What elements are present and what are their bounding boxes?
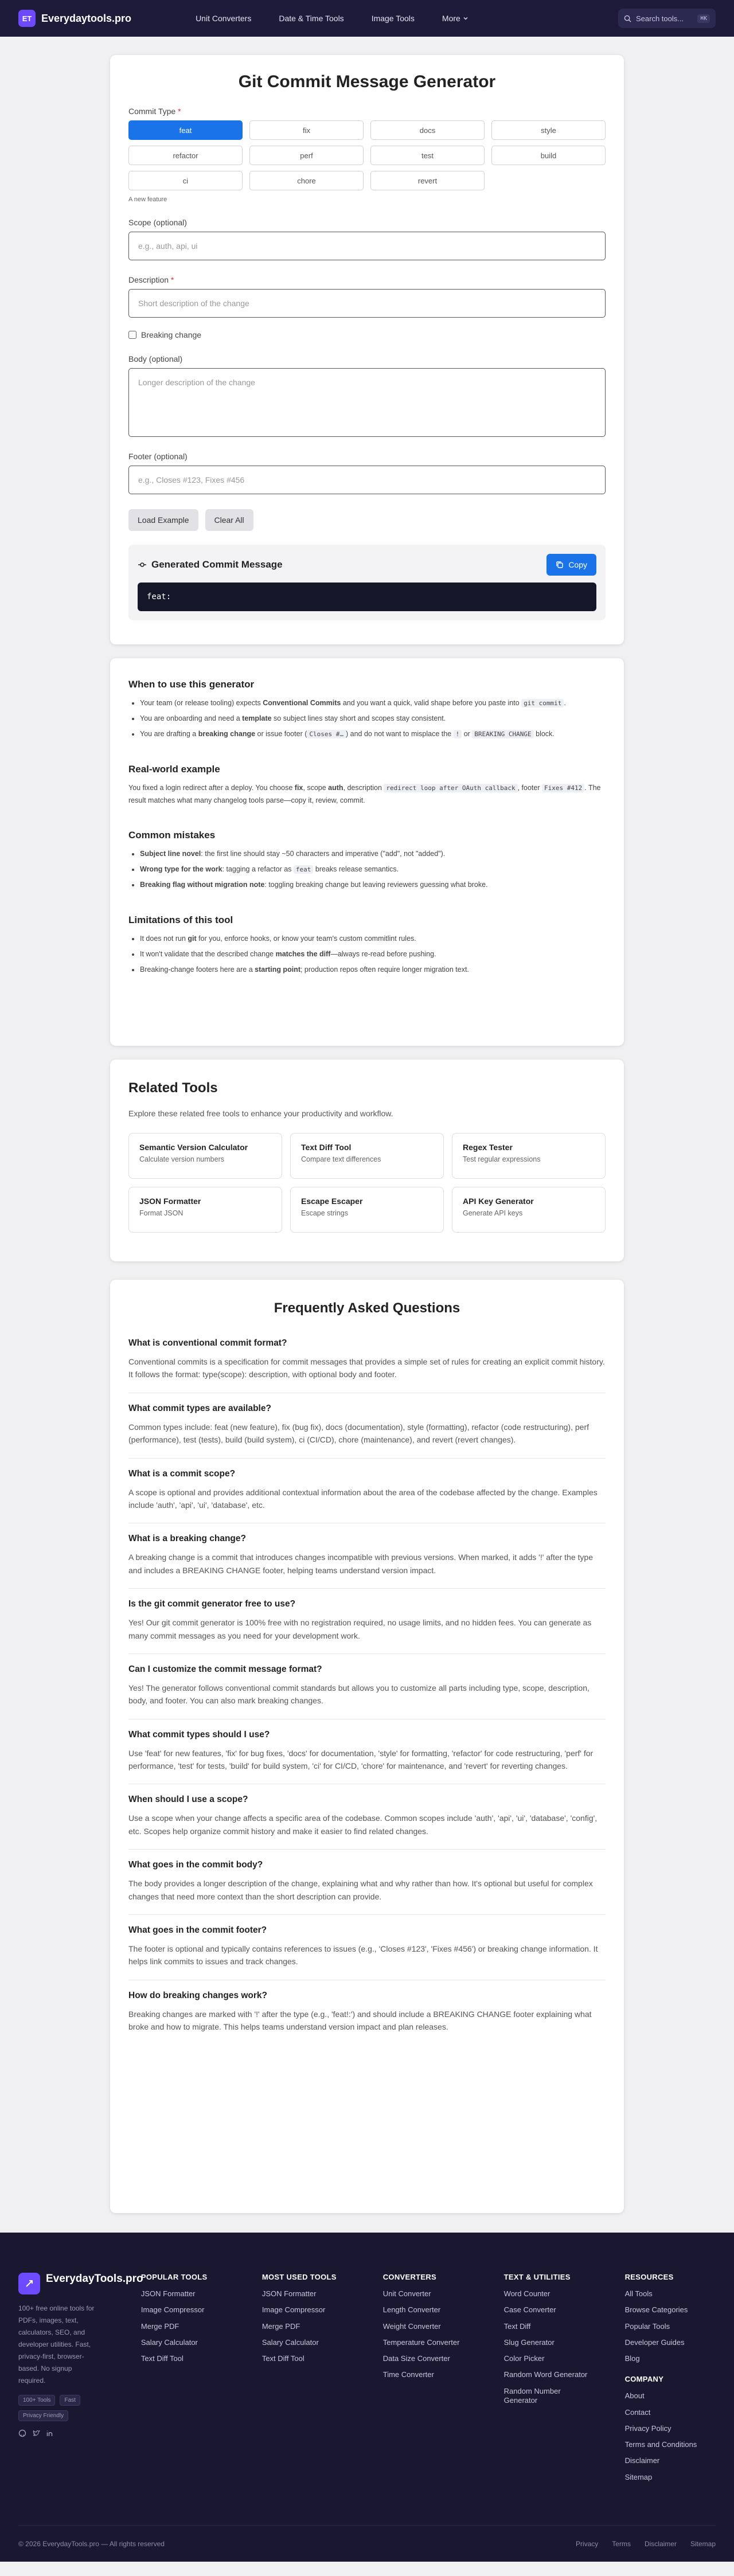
limitations-heading: Limitations of this tool: [128, 914, 233, 925]
footer-link[interactable]: Random Number Generator: [503, 2386, 561, 2405]
list-item: • Your team (or release tooling) expects Conventional Commits and you want a quick, valid shape before you paste into git commit .: [140, 697, 606, 710]
faq-answer: Yes! The generator follows conventional commit standards but allows you to customize all parts including type, scope, description, body, and footer. You can also mark breaking changes.: [128, 1683, 589, 1706]
footer-link[interactable]: About: [624, 2391, 645, 2401]
footer-link[interactable]: Image Compressor: [140, 2305, 205, 2315]
faq-item: [128, 1459, 606, 1524]
tool-name: Semantic Version Calculator: [139, 1143, 248, 1152]
search-shortcut: ⌘K: [697, 14, 710, 23]
type-button-ci[interactable]: ci: [128, 171, 243, 190]
footer-bottom-link-privacy[interactable]: Privacy: [575, 2539, 599, 2548]
footer-link[interactable]: Merge PDF: [140, 2321, 179, 2331]
real-world-example-section: [128, 764, 606, 807]
github-icon[interactable]: [18, 2429, 26, 2437]
faq-question: What is a breaking change?: [128, 1534, 246, 1544]
footer-col-resources: [625, 2273, 716, 2489]
nav-more-label: More: [442, 14, 460, 23]
footer-link[interactable]: Salary Calculator: [140, 2337, 198, 2347]
nav-link-image-tools[interactable]: Image Tools: [371, 14, 415, 23]
tool-card-regex-tester[interactable]: [452, 1133, 606, 1179]
tool-description: Generate API keys: [463, 1209, 523, 1217]
list-item: • It won't validate that the described change matches the diff—always re-read before pushing.: [140, 948, 606, 961]
footer-link[interactable]: Time Converter: [382, 2370, 434, 2379]
nav-links: [196, 14, 468, 23]
footer-link[interactable]: Slug Generator: [503, 2337, 555, 2347]
footer-badges: [18, 2395, 110, 2421]
type-button-docs[interactable]: docs: [370, 120, 485, 140]
footer-brand: [18, 2273, 141, 2489]
faq-item: [128, 1850, 606, 1915]
tool-description: Compare text differences: [301, 1155, 381, 1163]
badge: Privacy Friendly: [18, 2410, 68, 2421]
faq-answer: A breaking change is a commit that introduces changes incompatible with previous versions. When marked, it adds '!' after the type and includes a BREAKING CHANGE footer, helping teams understand version impact.: [128, 1553, 593, 1575]
copy-icon: [556, 561, 564, 569]
footer-bottom-links: [576, 2540, 716, 2548]
twitter-icon[interactable]: [32, 2429, 40, 2437]
output-header: [138, 554, 596, 576]
list-item: • You are drafting a breaking change or issue footer ( Closes #… ) and do not want to misplace the ! or BREAKING CHANGE block.: [140, 728, 606, 741]
footer-link[interactable]: Temperature Converter: [382, 2337, 460, 2347]
generated-commit-output: feat:: [138, 583, 596, 611]
load-example-button[interactable]: Load Example: [128, 509, 198, 531]
footer-input[interactable]: e.g., Closes #123, Fixes #456: [128, 466, 606, 494]
related-tools-subtitle: Explore these related free tools to enhance your productivity and workflow.: [128, 1109, 393, 1118]
type-button-fix[interactable]: fix: [249, 120, 364, 140]
footer-col-converters: [383, 2273, 504, 2489]
footer-label: Footer (optional): [128, 452, 188, 461]
faq-answer: Use 'feat' for new features, 'fix' for bug fixes, 'docs' for documentation, 'style' for formatting, 'refactor' for code restructuring, 'perf' for performance, 'test' for tests, 'build' for build system, 'ci' for CI/CD, 'chore' for maintenance, and 'revert' for reverting changes.: [128, 1748, 594, 1771]
footer-link[interactable]: Popular Tools: [624, 2321, 670, 2331]
faq-question: What is a commit scope?: [128, 1468, 236, 1479]
faq-list: [128, 1328, 606, 2045]
related-tools-card: [110, 1060, 624, 1261]
faq-answer: Yes! Our git commit generator is 100% free with no registration required, no usage limits, and no hidden fees. You can generate as many commit messages as you need for your development work.: [128, 1618, 592, 1640]
search-placeholder: Search tools...: [636, 14, 684, 23]
footer-link[interactable]: Text Diff: [503, 2321, 531, 2331]
site-footer: [0, 2233, 734, 2562]
footer-col-heading: POPULAR TOOLS: [140, 2273, 208, 2281]
footer-bottom-bar: [18, 2525, 716, 2562]
faq-question: What goes in the commit body?: [128, 1860, 263, 1870]
footer-col-heading-company: COMPANY: [624, 2375, 664, 2384]
description-input[interactable]: Short description of the change: [128, 289, 606, 318]
related-tools-grid: [128, 1133, 606, 1233]
tool-name: API Key Generator: [463, 1197, 534, 1206]
faq-question: Can I customize the commit message format?: [128, 1664, 322, 1674]
tool-name: Text Diff Tool: [301, 1143, 352, 1152]
faq-card: [110, 1280, 624, 2213]
footer-link[interactable]: Privacy Policy: [624, 2423, 671, 2433]
tool-description: Test regular expressions: [463, 1155, 541, 1163]
scope-label: Scope (optional): [128, 218, 187, 227]
faq-answer: Use a scope when your change affects a specific area of the codebase. Common scopes include 'auth', 'api', 'ui', 'database', 'config', etc. Scopes help organize commit history and make it easier to find related changes.: [128, 1813, 598, 1836]
footer-col-most-used-tools: [262, 2273, 383, 2489]
nav-more-dropdown[interactable]: [442, 14, 468, 23]
faq-item: [128, 1719, 606, 1785]
footer-link[interactable]: Weight Converter: [382, 2321, 441, 2331]
scope-input[interactable]: e.g., auth, api, ui: [128, 232, 606, 260]
top-nav: [0, 0, 734, 37]
common-mistakes-section: [128, 830, 606, 892]
faq-item: [128, 1328, 606, 1393]
footer-link[interactable]: Merge PDF: [261, 2321, 300, 2331]
list-item: • It does not run git for you, enforce hooks, or know your team's custom commitlint rules.: [140, 933, 606, 945]
nav-link-date-time-tools[interactable]: Date & Time Tools: [279, 14, 344, 23]
brand-name: Everydaytools.pro: [41, 12, 132, 24]
list-item: • Wrong type for the work: tagging a refactor as feat breaks release semantics.: [140, 863, 606, 876]
footer-link[interactable]: Terms and Conditions: [624, 2440, 697, 2449]
type-button-style[interactable]: style: [491, 120, 606, 140]
chevron-down-icon: [463, 15, 468, 21]
faq-answer: A scope is optional and provides additional contextual information about the area of the codebase affected by the change. Examples include 'auth', 'api', 'ui', 'database', etc.: [128, 1487, 598, 1510]
faq-question: Is the git commit generator free to use?: [128, 1599, 296, 1609]
tool-card-escape-escaper[interactable]: [290, 1187, 444, 1233]
copy-button[interactable]: Copy: [546, 554, 596, 576]
faq-heading: Frequently Asked Questions: [274, 1300, 460, 1316]
linkedin-icon[interactable]: [46, 2429, 54, 2437]
faq-answer: Conventional commits is a specification for commit messages that provides a simple set of rules for creating an explicit commit history. It follows the format: type(scope): description, with optional body and footer.: [128, 1357, 605, 1379]
faq-question: What is conventional commit format?: [128, 1338, 287, 1348]
list-item: • Breaking-change footers here are a starting point; production repos often require longer migration text.: [140, 964, 606, 976]
footer-bottom-link-terms[interactable]: Terms: [612, 2539, 631, 2548]
footer-link[interactable]: Case Converter: [503, 2305, 556, 2315]
footer-link[interactable]: Unit Converter: [382, 2289, 431, 2298]
footer-logo-icon: [18, 2273, 40, 2294]
action-buttons: [128, 509, 606, 531]
footer-col-popular-tools: [141, 2273, 262, 2489]
faq-question: What goes in the commit footer?: [128, 1925, 267, 1936]
tool-description: Format JSON: [139, 1209, 184, 1217]
clear-all-button[interactable]: Clear All: [205, 509, 253, 531]
footer-col-heading: MOST USED TOOLS: [261, 2273, 337, 2281]
footer-bottom-link-sitemap[interactable]: Sitemap: [690, 2539, 716, 2548]
body-label: Body (optional): [128, 354, 183, 363]
commit-type-label: Commit Type *: [128, 107, 181, 116]
list-item: • Breaking flag without migration note: toggling breaking change but leaving reviewers guessing what broke.: [140, 879, 606, 892]
type-button-test[interactable]: test: [370, 146, 485, 165]
breaking-change-checkbox[interactable]: [128, 331, 136, 339]
tool-card-text-diff-tool[interactable]: [290, 1133, 444, 1179]
list-item: • Subject line novel: the first line should stay ~50 characters and imperative ("add", not "added").: [140, 848, 606, 861]
tool-description: Escape strings: [301, 1209, 348, 1217]
faq-item: [128, 1654, 606, 1719]
footer-blurb: 100+ free online tools for PDFs, images, text, calculators, SEO, and developer utilities. Fast, privacy-first, browser-based. No signup required.: [18, 2304, 95, 2385]
output-panel: [128, 545, 606, 620]
breaking-change-row: [128, 330, 606, 339]
social-links: [18, 2429, 141, 2437]
faq-answer: Common types include: feat (new feature), fix (bug fix), docs (documentation), style (formatting), refactor (code restructuring), perf (performance), test (tests), build (build system), ci (CI/CD), chore (maintenance), and revert (revert changes).: [128, 1422, 589, 1445]
footer-brand-name[interactable]: EverydayTools.pro: [46, 2273, 143, 2285]
faq-item: [128, 1980, 606, 2045]
footer-link[interactable]: Browse Categories: [624, 2305, 688, 2315]
type-hint: A new feature: [128, 196, 167, 203]
faq-answer: Breaking changes are marked with '!' after the type (e.g., 'feat!:') and should include a BREAKING CHANGE footer explaining what broke and how to migrate. This helps teams understand version impact and plan releases.: [128, 2009, 592, 2032]
commit-type-grid: [128, 120, 606, 190]
tool-card-api-key-generator[interactable]: [452, 1187, 606, 1233]
tool-name: Regex Tester: [463, 1143, 513, 1152]
footer-link[interactable]: Contact: [624, 2407, 651, 2417]
footer-col-text-utilities: [504, 2273, 625, 2489]
generator-card: [110, 55, 624, 644]
faq-item: [128, 1915, 606, 1980]
description-label: Description *: [128, 275, 174, 284]
breaking-change-label: Breaking change: [141, 330, 202, 339]
footer-link[interactable]: Image Compressor: [261, 2305, 326, 2315]
output-title: Generated Commit Message: [138, 559, 283, 570]
type-button-chore[interactable]: chore: [249, 171, 364, 190]
search-icon: [624, 15, 631, 22]
faq-question: What commit types are available?: [128, 1403, 271, 1413]
type-button-perf[interactable]: perf: [249, 146, 364, 165]
faq-question: What commit types should I use?: [128, 1729, 270, 1740]
search-box[interactable]: [618, 9, 716, 28]
real-world-example-text: You fixed a login redirect after a deploy. You choose fix, scope auth, description redirect loop after OAuth callback , footer Fixes #412 . The result matches what many changelog tools parse—copy it, review, commit.: [128, 783, 601, 804]
list-item: • You are onboarding and need a template so subject lines stay short and scopes stay consistent.: [140, 713, 606, 725]
nav-link-unit-converters[interactable]: Unit Converters: [196, 14, 252, 23]
type-button-refactor[interactable]: refactor: [128, 146, 243, 165]
tool-card-json-formatter[interactable]: [128, 1187, 282, 1233]
footer-link[interactable]: Random Word Generator: [503, 2370, 588, 2379]
logo-icon: ET: [18, 10, 36, 27]
footer-link[interactable]: JSON Formatter: [261, 2289, 317, 2298]
footer-link[interactable]: Word Counter: [503, 2289, 550, 2298]
git-commit-icon: [138, 560, 147, 569]
type-button-feat[interactable]: feat: [128, 120, 243, 140]
faq-item: [128, 1393, 606, 1459]
tool-description: Calculate version numbers: [139, 1155, 224, 1163]
body-textarea[interactable]: Longer description of the change: [128, 368, 606, 437]
footer-bottom-link-disclaimer[interactable]: Disclaimer: [644, 2539, 677, 2548]
page-title: Git Commit Message Generator: [238, 72, 496, 91]
when-to-use-section: [128, 679, 606, 741]
footer-col-heading: TEXT & UTILITIES: [503, 2273, 571, 2281]
footer-link[interactable]: Developer Guides: [624, 2337, 685, 2347]
badge: 100+ Tools: [18, 2395, 55, 2406]
footer-link[interactable]: Text Diff Tool: [140, 2354, 184, 2363]
faq-question: When should I use a scope?: [128, 1795, 248, 1805]
footer-link[interactable]: JSON Formatter: [140, 2289, 196, 2298]
footer-col-heading: RESOURCES: [624, 2273, 674, 2281]
real-world-example-heading: Real-world example: [128, 763, 220, 775]
footer-link[interactable]: Sitemap: [624, 2472, 653, 2481]
brand-link[interactable]: [18, 10, 131, 27]
related-tools-heading: Related Tools: [128, 1080, 218, 1096]
faq-item: [128, 1784, 606, 1850]
usage-guide-card: [110, 658, 624, 1046]
tool-card-semantic-version-calculator[interactable]: [128, 1133, 282, 1179]
faq-item: [128, 1523, 606, 1589]
type-button-build[interactable]: build: [491, 146, 606, 165]
faq-item: [128, 1589, 606, 1654]
footer-link[interactable]: Color Picker: [503, 2354, 545, 2363]
footer-link[interactable]: Length Converter: [382, 2305, 441, 2315]
footer-link[interactable]: Disclaimer: [624, 2456, 660, 2465]
limitations-section: [128, 914, 606, 976]
type-button-revert[interactable]: revert: [370, 171, 485, 190]
faq-question: How do breaking changes work?: [128, 1990, 268, 2000]
tool-name: Escape Escaper: [301, 1197, 363, 1206]
tool-name: JSON Formatter: [139, 1197, 201, 1206]
footer-link[interactable]: Text Diff Tool: [261, 2354, 304, 2363]
copyright: © 2026 EverydayTools.pro — All rights reserved: [18, 2539, 165, 2548]
footer-link[interactable]: All Tools: [624, 2289, 653, 2298]
footer-col-heading: CONVERTERS: [382, 2273, 437, 2281]
faq-answer: The body provides a longer description of the change, explaining what and why rather than how. It's optional but useful for complex changes that need more context than the short description can provide.: [128, 1879, 593, 1901]
badge: Fast: [60, 2395, 80, 2406]
when-to-use-heading: When to use this generator: [128, 679, 255, 690]
footer-link[interactable]: Salary Calculator: [261, 2337, 319, 2347]
footer-link[interactable]: Data Size Converter: [382, 2354, 450, 2363]
footer-link[interactable]: Blog: [624, 2354, 640, 2363]
common-mistakes-heading: Common mistakes: [128, 830, 216, 841]
faq-answer: The footer is optional and typically contains references to issues (e.g., 'Closes #123', 'Fixes #456') or breaking change information. It helps link commits to issues and track changes.: [128, 1944, 598, 1967]
